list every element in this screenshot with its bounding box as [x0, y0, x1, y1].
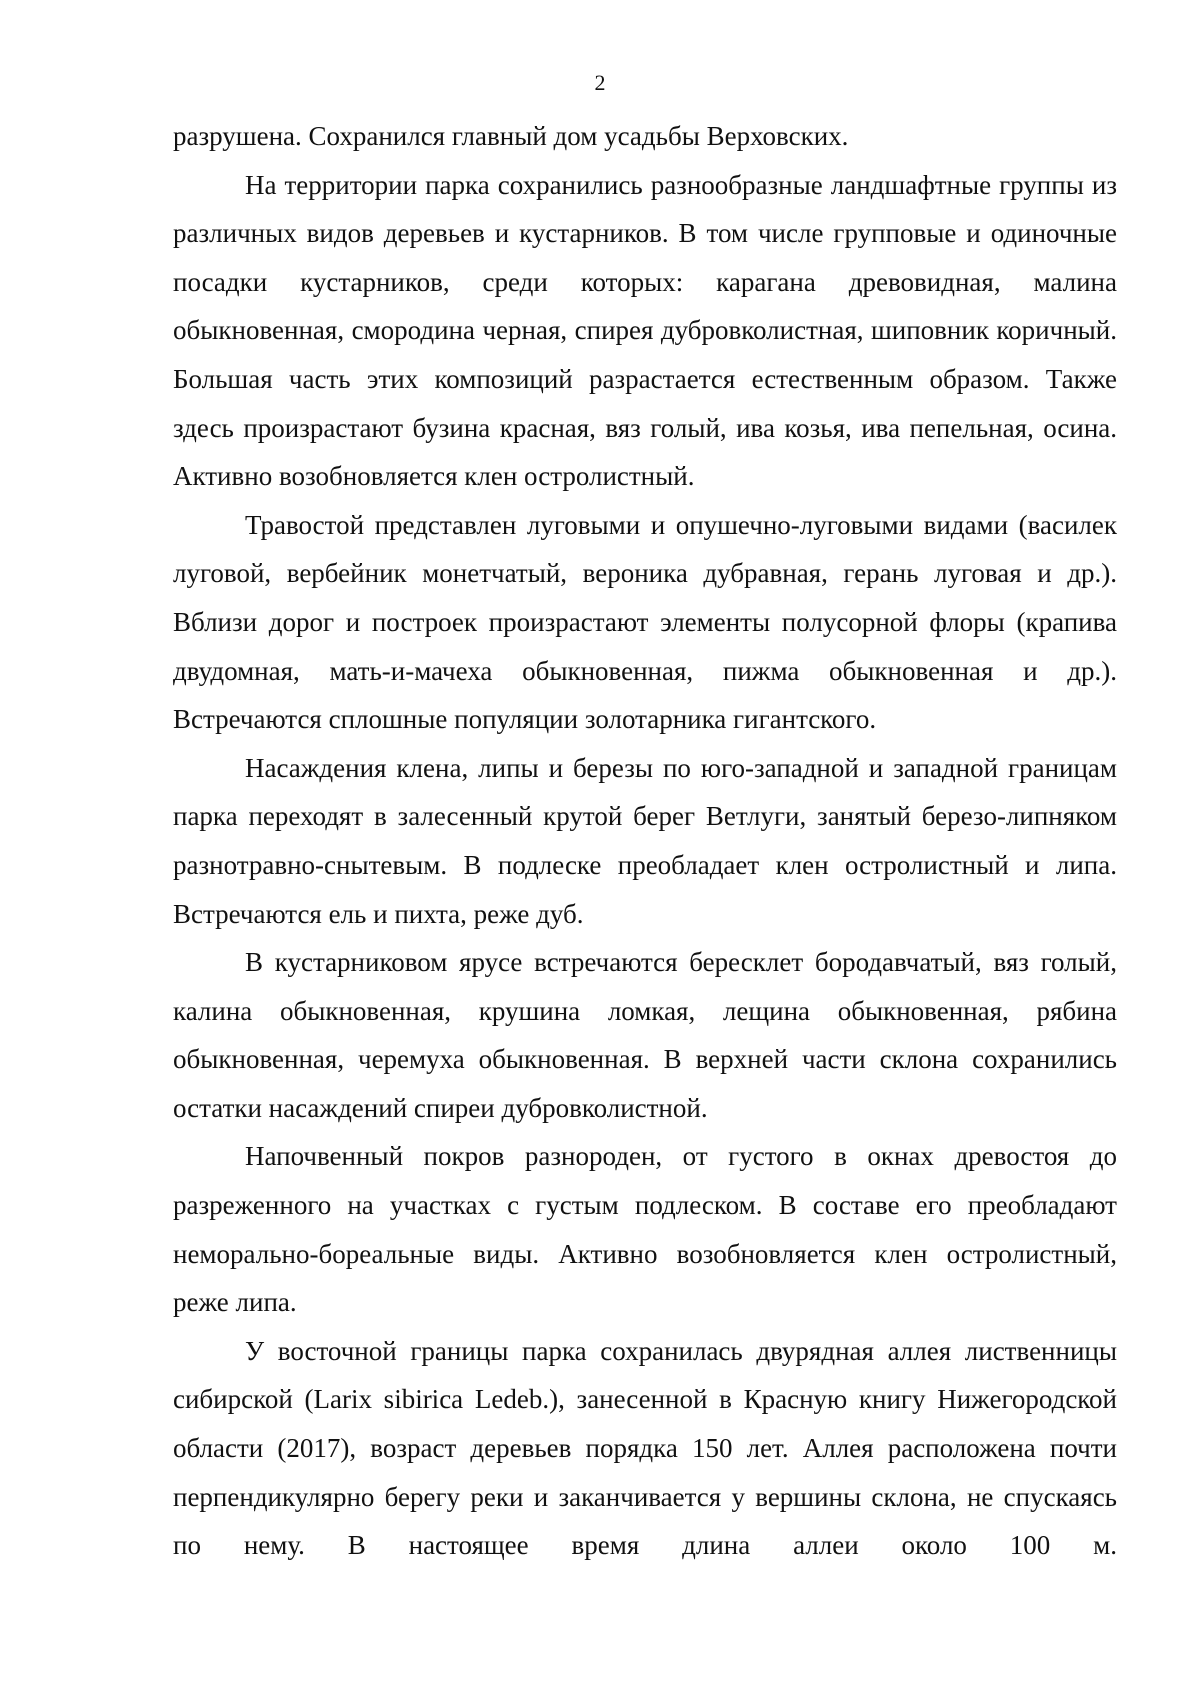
paragraph-shrub-layer: В кустарниковом ярусе встречаются бересклет бородавчатый, вяз голый, калина обыкновенная, крушина ломкая, лещина обыкновенная, рябина обыкновенная, черемуха обыкновенная. В верхней части склона сохранились остатки насаждений спиреи дубровколистной.	[173, 947, 1117, 1123]
paragraph-plantings: Насаждения клена, липы и березы по юго-западной и западной границам парка переходят в залесенный крутой берег Ветлуги, занятый березо-липняком разнотравно-снытевым. В подлеске преобладает клен остролистный и липа. Встречаются ель и пихта, реже дуб.	[173, 752, 1117, 929]
paragraph-landscape-groups: На территории парка сохранились разнообразные ландшафтные группы из различных видов деревьев и кустарников. В том числе групповые и одиночные посадки кустарников, среди которых: карагана древовидная, малина обыкновенная, смородина черная, спирея дубровколистная, шиповник коричный. Большая часть этих композиций разрастается естественным образом. Также здесь произрастают бузина красная, вяз голый, ива козья, ива пепельная, осина. Активно возобновляется клен остролистный.	[173, 169, 1117, 492]
page-number: 2	[594, 70, 606, 95]
paragraph-larch-alley: У восточной границы парка сохранилась двурядная аллея лиственницы сибирской (Larix sibirica Ledeb.), занесенной в Красную книгу Нижегородской области (2017), возраст деревьев порядка 150 лет. Аллея расположена почти перпендикулярно берегу реки и заканчивается у вершины склона, не спускаясь по нему. В настоящее время длина аллеи около 100 м.	[173, 1335, 1117, 1561]
document-body	[173, 112, 1117, 1570]
paragraph-ground-cover: Напочвенный покров разнороден, от густого в окнах древостоя до разреженного на участках с густым подлеском. В составе его преобладают неморально-бореальные виды. Активно возобновляется клен остролистный, реже липа.	[173, 1141, 1117, 1318]
paragraph-continuation: разрушена. Сохранился главный дом усадьбы Верховских.	[173, 121, 849, 151]
paragraph-herbage: Травостой представлен луговыми и опушечно-луговыми видами (василек луговой, вербейник монетчатый, вероника дубравная, герань луговая и др.). Вблизи дорог и построек произрастают элементы полусорной флоры (крапива двудомная, мать-и-мачеха обыкновенная, пижма обыкновенная и др.). Встречаются сплошные популяции золотарника гигантского.	[173, 509, 1117, 735]
